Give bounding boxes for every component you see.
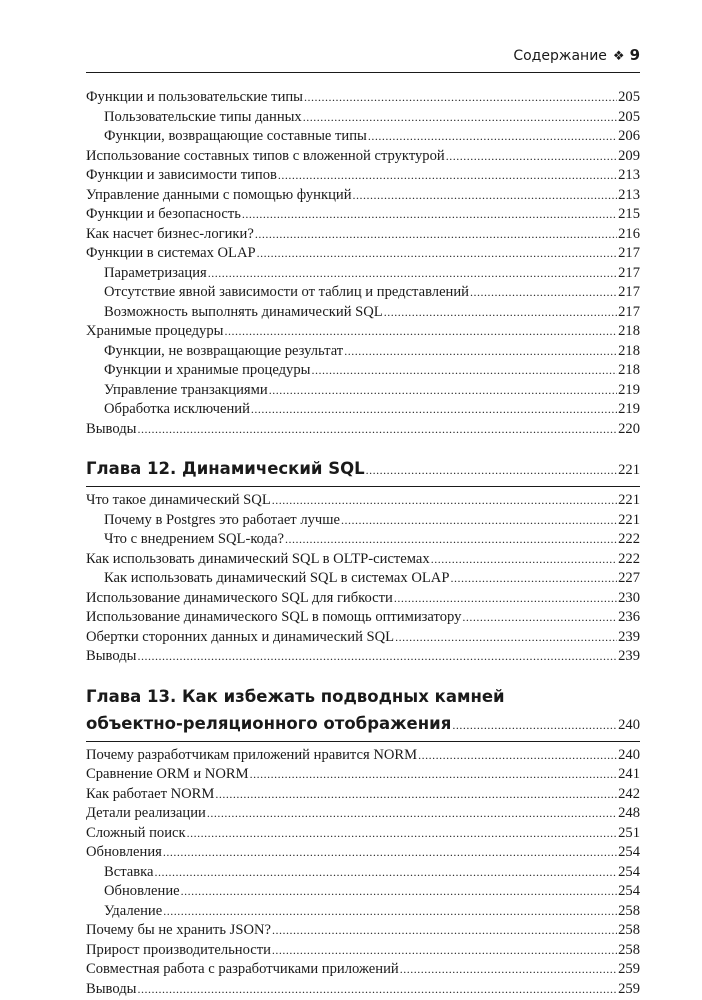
dot-leader: [163, 902, 617, 922]
toc-entry-title: Обновления: [86, 844, 162, 860]
toc-entry-title: Пользовательские типы данных: [104, 108, 302, 125]
dot-leader: [255, 225, 617, 245]
toc-entry: [86, 147, 640, 167]
toc-entry-title: Сравнение ORM и NORM: [86, 766, 249, 782]
dot-leader: [272, 921, 617, 941]
toc-entry: [86, 88, 640, 108]
toc-section-chapter12: [86, 491, 640, 667]
toc-entry-title: Что с внедрением SQL-кода?: [104, 531, 284, 547]
toc-entry-page: 239: [618, 628, 640, 645]
dot-leader: [353, 186, 618, 206]
toc-entry: [86, 824, 640, 844]
toc-entry-title: Функции и пользовательские типы: [86, 89, 303, 105]
toc-entry: [86, 303, 640, 323]
toc-entry-page: 259: [618, 980, 640, 997]
toc-entry-page: 217: [618, 264, 640, 281]
toc-entry: [86, 530, 640, 550]
toc-entry: [86, 205, 640, 225]
toc-entry: [86, 264, 640, 284]
toc-entry-title: Как использовать динамический SQL в OLTP-системах: [86, 550, 430, 567]
dot-leader: [395, 628, 617, 648]
chapter-page: 221: [618, 462, 640, 478]
toc-entry: [86, 746, 640, 766]
dot-leader: [272, 491, 617, 511]
toc-entry: [86, 608, 640, 628]
toc-entry-page: 248: [618, 805, 640, 821]
header-label: Содержание: [513, 48, 607, 64]
dot-leader: [446, 147, 617, 167]
toc-entry-title: Прирост производительности: [86, 941, 271, 958]
toc-entry: [86, 980, 640, 1000]
dot-leader: [257, 244, 617, 264]
toc-entry: [86, 569, 640, 589]
toc-entry-page: 227: [618, 570, 640, 586]
toc-entry: [86, 882, 640, 902]
dot-leader: [163, 843, 617, 863]
diamond-ornament-icon: ❖: [612, 49, 625, 64]
toc-entry-page: 222: [618, 550, 640, 567]
toc-entry: [86, 804, 640, 824]
toc-entry-page: 213: [618, 186, 640, 203]
toc-entry-page: 254: [618, 844, 640, 860]
chapter-page: 240: [618, 716, 640, 733]
toc-entry-title: Обновление: [104, 883, 180, 899]
dot-leader: [344, 342, 617, 362]
dot-leader: [366, 457, 617, 484]
toc-entry-page: 221: [618, 511, 640, 528]
dot-leader: [285, 530, 617, 550]
toc-entry: [86, 491, 640, 511]
toc-entry: [86, 941, 640, 961]
dot-leader: [384, 303, 617, 323]
toc-entry-title: Функции и безопасность: [86, 206, 241, 222]
dot-leader: [303, 108, 617, 128]
toc-entry-page: 258: [618, 941, 640, 958]
running-header: [86, 46, 640, 73]
dot-leader: [269, 381, 617, 401]
toc-entry-page: 241: [618, 766, 640, 782]
toc-entry-page: 259: [618, 961, 640, 977]
toc-entry-title: Хранимые процедуры: [86, 323, 224, 339]
toc-entry: [86, 166, 640, 186]
toc-entry-title: Функции, возвращающие составные типы: [104, 128, 367, 144]
dot-leader: [187, 824, 618, 844]
dot-leader: [242, 205, 617, 225]
toc-entry: [86, 843, 640, 863]
toc-entry: [86, 342, 640, 362]
toc-entry-page: 215: [618, 206, 640, 222]
toc-entry-title: Обработка исключений: [104, 401, 250, 417]
toc-entry-page: 258: [618, 902, 640, 919]
dot-leader: [431, 550, 617, 570]
toc-entry-page: 240: [618, 746, 640, 763]
toc-entry: [86, 628, 640, 648]
dot-leader: [400, 960, 617, 980]
toc-entry-title: Детали реализации: [86, 805, 206, 821]
toc-entry-page: 242: [618, 785, 640, 802]
toc-entry-title: Как использовать динамический SQL в системах OLAP: [104, 570, 450, 586]
toc-entry-page: 258: [618, 922, 640, 938]
toc-entry-page: 219: [618, 401, 640, 417]
dot-leader: [208, 264, 617, 284]
toc-entry: [86, 244, 640, 264]
chapter-12-heading: [86, 455, 640, 487]
toc-entry-title: Выводы: [86, 648, 137, 664]
toc-entry-title: Как работает NORM: [86, 785, 215, 802]
dot-leader: [154, 863, 617, 883]
dot-leader: [450, 569, 617, 589]
toc-entry: [86, 785, 640, 805]
toc-entry-title: Выводы: [86, 980, 137, 997]
toc-entry-page: 206: [618, 128, 640, 144]
toc-entry-page: 230: [618, 589, 640, 606]
toc-entry-title: Функции, не возвращающие результат: [104, 342, 344, 359]
toc-entry-title: Как насчет бизнес-логики?: [86, 225, 254, 242]
dot-leader: [250, 765, 618, 785]
dot-leader: [394, 589, 617, 609]
dot-leader: [215, 785, 617, 805]
toc-entry-page: 220: [618, 420, 640, 437]
toc-entry-page: 251: [618, 824, 640, 841]
dot-leader: [224, 322, 617, 342]
toc-entry-page: 236: [618, 609, 640, 625]
dot-leader: [251, 400, 617, 420]
toc-entry-page: 205: [618, 89, 640, 105]
toc-entry-page: 213: [618, 167, 640, 183]
toc-entry: [86, 322, 640, 342]
toc-entry: [86, 589, 640, 609]
dot-leader: [137, 420, 617, 440]
toc-entry: [86, 902, 640, 922]
toc-entry-title: Функции и хранимые процедуры: [104, 362, 311, 378]
toc-entry: [86, 361, 640, 381]
toc-entry: [86, 647, 640, 667]
toc-entry-title: Обертки сторонних данных и динамический SQL: [86, 628, 395, 645]
toc-entry: [86, 283, 640, 303]
dot-leader: [304, 88, 617, 108]
toc-entry-title: Управление транзакциями: [104, 381, 268, 398]
toc-entry-page: 218: [618, 323, 640, 339]
dot-leader: [137, 980, 617, 1000]
toc-entry-title: Что такое динамический SQL: [86, 492, 271, 508]
toc-entry-title: Отсутствие явной зависимости от таблиц и представлений: [104, 284, 469, 300]
dot-leader: [311, 361, 617, 381]
toc-entry-page: 217: [618, 284, 640, 300]
dot-leader: [181, 882, 617, 902]
toc-entry-page: 216: [618, 225, 640, 242]
toc-entry-title: Параметризация: [104, 264, 207, 281]
chapter-title-line1: Глава 13. Как избежать подводных камней: [86, 686, 505, 706]
toc-entry-page: 254: [618, 883, 640, 899]
toc-entry: [86, 960, 640, 980]
toc-entry-page: 239: [618, 648, 640, 664]
toc-entry-title: Совместная работа с разработчиками приложений: [86, 961, 399, 977]
toc-entry-title: Возможность выполнять динамический SQL: [104, 303, 383, 320]
dot-leader: [207, 804, 617, 824]
toc-entry-page: 217: [618, 245, 640, 261]
toc-entry-title: Функции в системах OLAP: [86, 245, 256, 261]
toc-entry-title: Управление данными с помощью функций: [86, 186, 352, 203]
dot-leader: [452, 712, 617, 739]
toc-entry: [86, 225, 640, 245]
toc-entry-title: Использование составных типов с вложенной структурой: [86, 147, 445, 164]
dot-leader: [272, 941, 617, 961]
toc-entry-title: Почему разработчикам приложений нравится NORM: [86, 746, 418, 763]
toc-entry-page: 218: [618, 362, 640, 378]
dot-leader: [418, 746, 617, 766]
toc-entry: [86, 921, 640, 941]
toc-entry: [86, 400, 640, 420]
dot-leader: [368, 127, 617, 147]
toc-entry-page: 209: [618, 147, 640, 164]
dot-leader: [341, 511, 617, 531]
toc-entry-title: Использование динамического SQL в помощь оптимизатору: [86, 609, 462, 625]
toc-entry: [86, 127, 640, 147]
toc-entry: [86, 511, 640, 531]
toc-entry-page: 217: [618, 303, 640, 320]
toc-entry-title: Использование динамического SQL для гибкости: [86, 589, 393, 606]
chapter-title-line2: объектно-реляционного отображения: [86, 713, 452, 733]
chapter-title: Глава 12. Динамический SQL: [86, 459, 365, 478]
toc-entry-title: Вставка: [104, 863, 154, 880]
dot-leader: [462, 608, 617, 628]
toc-entry-page: 205: [618, 108, 640, 125]
toc-entry: [86, 186, 640, 206]
dot-leader: [278, 166, 617, 186]
toc-entry-page: 219: [618, 381, 640, 398]
toc-entry: [86, 863, 640, 883]
toc-entry-title: Сложный поиск: [86, 824, 186, 841]
toc-entry: [86, 420, 640, 440]
toc-entry: [86, 765, 640, 785]
toc-entry: [86, 108, 640, 128]
dot-leader: [470, 283, 617, 303]
toc-entry-title: Функции и зависимости типов: [86, 167, 277, 183]
toc-entry-page: 222: [618, 531, 640, 547]
toc-entry-title: Выводы: [86, 420, 137, 437]
toc-entry: [86, 381, 640, 401]
toc-entry-title: Почему бы не хранить JSON?: [86, 922, 271, 938]
toc-entry-title: Почему в Postgres это работает лучше: [104, 511, 340, 528]
toc-entry-page: 221: [618, 492, 640, 508]
dot-leader: [137, 647, 617, 667]
table-of-contents: [86, 88, 640, 999]
header-page-number: 9: [629, 46, 640, 64]
toc-entry-title: Удаление: [104, 902, 163, 919]
toc-section-chapter13: [86, 746, 640, 1000]
toc-entry-page: 254: [618, 863, 640, 880]
chapter-13-heading: [86, 683, 640, 742]
toc-entry-page: 218: [618, 342, 640, 359]
toc-section-chapter11-tail: [86, 88, 640, 439]
toc-entry: [86, 550, 640, 570]
